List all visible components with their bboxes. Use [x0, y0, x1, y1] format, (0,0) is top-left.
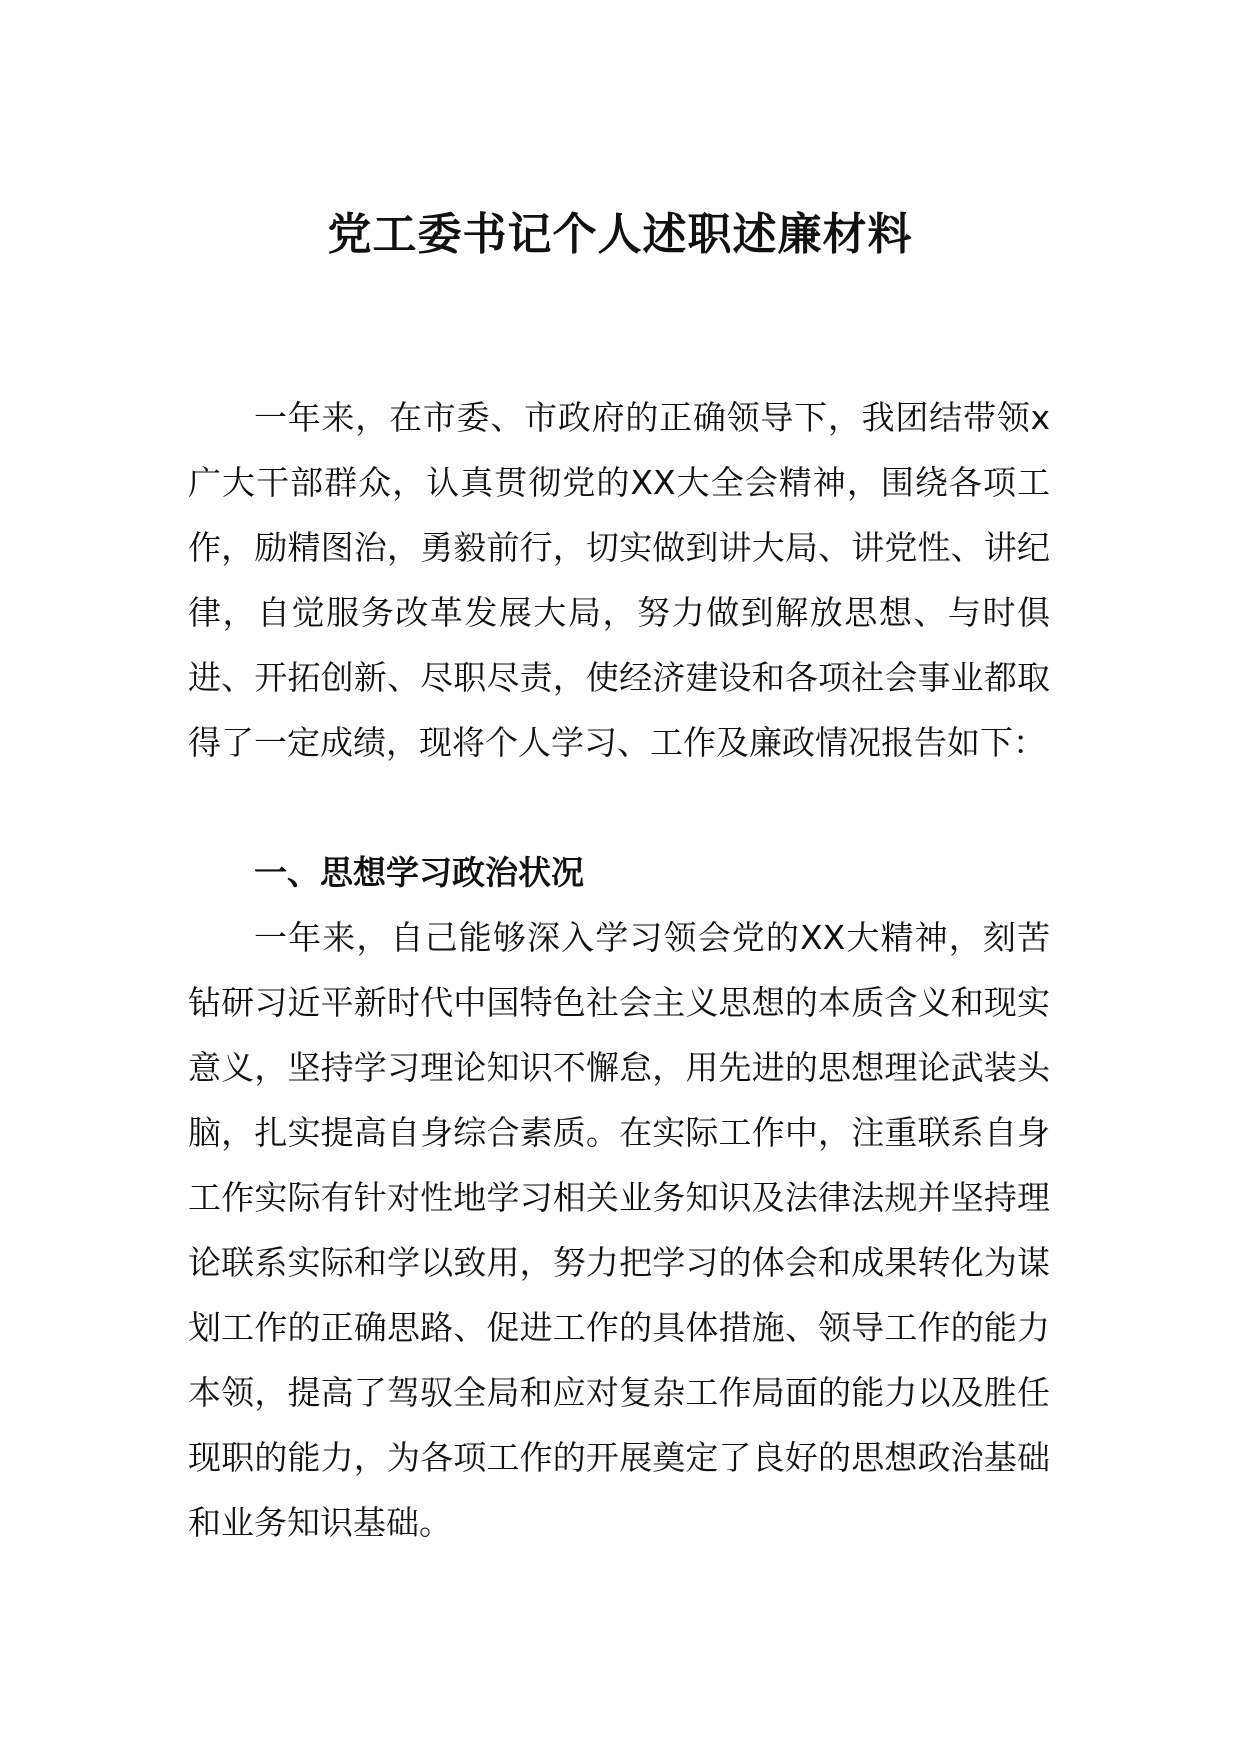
- section-1-paragraph: 一年来，自己能够深入学习领会党的XX大精神，刻苦钻研习近平新时代中国特色社会主义思想的本质含义和现实意义，坚持学习理论知识不懈怠，用先进的思想理论武装头脑，扎实提高自身综合素质。在实际工作中，注重联系自身工作实际有针对性地学习相关业务知识及法律法规并坚持理论联系实际和学以致用，努力把学习的体会和成果转化为谋划工作的正确思路、促进工作的具体措施、领导工作的能力本领，提高了驾驭全局和应对复杂工作局面的能力以及胜任现职的能力，为各项工作的开展奠定了良好的思想政治基础和业务知识基础。: [188, 918, 1050, 1542]
- document-title: 党工委书记个人述职述廉材料: [327, 209, 913, 260]
- intro-paragraph: 一年来，在市委、市政府的正确领导下，我团结带领x广大干部群众，认真贯彻党的XX大全会精神，围绕各项工作，励精图治，勇毅前行，切实做到讲大局、讲党性、讲纪律，自觉服务改革发展大局，努力做到解放思想、与时俱进、开拓创新、尽职尽责，使经济建设和各项社会事业都取得了一定成绩，现将个人学习、工作及廉政情况报告如下：: [188, 398, 1050, 762]
- section-heading-1: 一、思想学习政治状况: [254, 853, 584, 892]
